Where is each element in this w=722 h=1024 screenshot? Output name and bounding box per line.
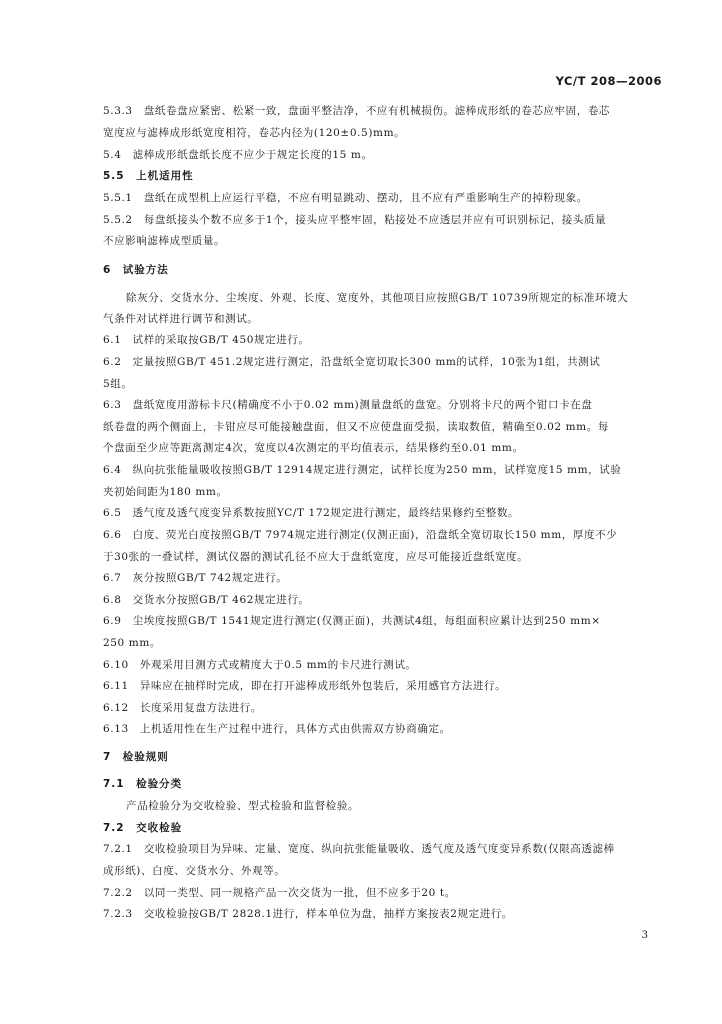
- clause-6-4: 6.4 纵向抗张能量吸收按照GB/T 12914规定进行测定，试样长度为250 mm，试样宽度15 mm，试验: [103, 464, 622, 476]
- clause-5-4: 5.4 滤棒成形纸盘纸长度不应少于规定长度的15 m。: [103, 149, 373, 161]
- clause-6-9-continuation: 250 mm。: [103, 637, 161, 649]
- clause-6-2-continuation: 5组。: [103, 378, 133, 390]
- section-7-heading: 7 检验规则: [103, 751, 169, 763]
- clause-6-13: 6.13 上机适用性在生产过程中进行，具体方式由供需双方协商确定。: [103, 723, 451, 735]
- page-number: 3: [641, 930, 648, 941]
- section-6-intro: 除灰分、交货水分、尘埃度、外观、长度、宽度外，其他项目应按照GB/T 10739所规定的标准环境大: [126, 292, 629, 304]
- clause-6-12: 6.12 长度采用复盘方法进行。: [103, 702, 262, 714]
- clause-6-7: 6.7 灰分按照GB/T 742规定进行。: [103, 572, 288, 584]
- clause-6-3-continuation-2: 个盘面至少应等距离测定4次，宽度以4次测定的平均值表示，结果修约至0.01 mm。: [103, 442, 524, 454]
- clause-5-5-2: 5.5.2 每盘纸接头个数不应多于1个，接头应平整牢固，粘接处不应透层并应有可识别标记，接头质量: [103, 214, 607, 226]
- clause-7-1-text: 产品检验分为交收检验、型式检验和监督检验。: [126, 800, 360, 812]
- clause-6-4-continuation: 夹初始间距为180 mm。: [103, 486, 228, 498]
- clause-5-5-2-continuation: 不应影响滤棒成型质量。: [103, 235, 226, 247]
- clause-6-6-continuation: 于30张的一叠试样，测试仪器的测试孔径不应大于盘纸宽度，应尽可能接近盘纸宽度。: [103, 551, 529, 563]
- section-6-heading: 6 试验方法: [103, 264, 169, 276]
- clause-5-3-3-continuation: 宽度应与滤棒成形纸宽度相符，卷芯内径为(120±0.5)mm。: [103, 127, 406, 139]
- clause-6-11: 6.11 异味应在抽样时完成，即在打开滤棒成形纸外包装后，采用感官方法进行。: [103, 680, 507, 692]
- clause-7-1-heading: 7.1 检验分类: [103, 778, 183, 790]
- clause-6-9: 6.9 尘埃度按照GB/T 1541规定进行测定(仅测正面)，共测试4组，每组面积应累计达到250 mm×: [103, 615, 601, 627]
- clause-7-2-1-continuation: 成形纸)、白度、交货水分、外观等。: [103, 865, 286, 877]
- clause-5-5-1: 5.5.1 盘纸在成型机上应运行平稳，不应有明显跳动、摆动，且不应有严重影响生产的掉粉现象。: [103, 192, 588, 204]
- clause-6-3-continuation-1: 纸卷盘的两个侧面上，卡钳应尽可能接触盘面，但又不应使盘面受损，读取数值，精确至0.02 mm。每: [103, 421, 609, 433]
- clause-6-6: 6.6 白度、荧光白度按照GB/T 7974规定进行测定(仅测正面)，沿盘纸全宽切取长150 mm，厚度不少: [103, 529, 618, 541]
- clause-7-2-2: 7.2.2 以同一类型、同一规格产品一次交货为一批，但不应多于20 t。: [103, 887, 456, 899]
- clause-5-5-heading: 5.5 上机适用性: [103, 170, 194, 182]
- section-6-intro-continuation: 气条件对试样进行调节和测试。: [103, 313, 259, 325]
- clause-7-2-heading: 7.2 交收检验: [103, 822, 183, 834]
- clause-5-3-3: 5.3.3 盘纸卷盘应紧密、松紧一致，盘面平整洁净，不应有机械损伤。滤棒成形纸的卷芯应牢固，卷芯: [103, 105, 611, 117]
- clause-6-5: 6.5 透气度及透气度变异系数按照YC/T 172规定进行测定，最终结果修约至整数。: [103, 507, 520, 519]
- clause-7-2-3: 7.2.3 交收检验按GB/T 2828.1进行，样本单位为盘，抽样方案按表2规定进行。: [103, 908, 514, 920]
- clause-6-3: 6.3 盘纸宽度用游标卡尺(精确度不小于0.02 mm)测量盘纸的盘宽。分别将卡尺的两个钳口卡在盘: [103, 399, 593, 411]
- standard-code-header: YC/T 208—2006: [555, 74, 662, 88]
- clause-6-1: 6.1 试样的采取按GB/T 450规定进行。: [103, 334, 310, 346]
- clause-6-10: 6.10 外观采用目测方式或精度大于0.5 mm的卡尺进行测试。: [103, 659, 417, 671]
- clause-6-2: 6.2 定量按照GB/T 451.2规定进行测定，沿盘纸全宽切取长300 mm的试样，10张为1组，共测试: [103, 356, 601, 368]
- clause-7-2-1: 7.2.1 交收检验项目为异味、定量、宽度、纵向抗张能量吸收、透气度及透气度变异系数(仅限高透滤棒: [103, 843, 615, 855]
- clause-6-8: 6.8 交货水分按照GB/T 462规定进行。: [103, 594, 310, 606]
